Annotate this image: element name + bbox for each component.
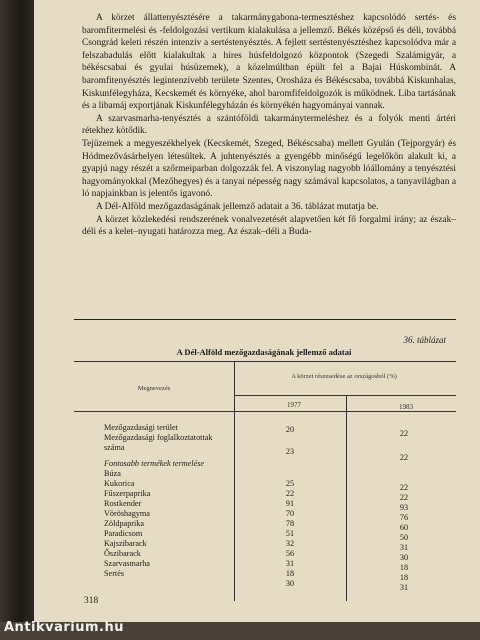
watermark-logo: Antikvarium.hu bbox=[4, 620, 124, 635]
table-top-rule bbox=[74, 319, 456, 320]
table-cell-1977: 20 bbox=[285, 425, 295, 434]
table-cell-1983: 22 bbox=[399, 429, 409, 438]
table-cell-1977: 78 bbox=[285, 519, 295, 528]
table-cell-1977: 30 bbox=[285, 579, 295, 588]
table-cell-1983: 60 bbox=[399, 523, 409, 532]
table-rule bbox=[234, 395, 456, 396]
data-table bbox=[74, 313, 458, 603]
table-cell-1977: 70 bbox=[285, 509, 295, 518]
paragraph: A körzet állattenyésztésére a takarmánygabona-termesztéshez kapcsolódó sertés- és baromfitermelési és -feldolgozási vertikum kialakulása a jellemző. Békés középső és déli, továbbá Csongrád keleti részén intenzív a sertéstenyésztés. A fejlett sertéstenyésztéshez kapcsolódva már a felszabadulás előtt kialakultak a híres húsfeldolgozó központok (Szegedi Szalámigyár, a békéscsabai és gyulai húsüzemek), a közelmúltban épült fel a Bajai Húskombinát. A baromfitenyésztés legintenzívebb területe Szentes, Orosháza és Békéscsaba, továbbá Kiskunhalas, Kiskunfélegyháza, Kecskemét és környéke, ahol baromfifeldolgozók is működnek. Liba tartásának és a libamáj exportjának Kiskunfélegyházán és környékén hagyományai vannak. bbox=[82, 13, 456, 112]
table-cell-1983: 50 bbox=[399, 533, 409, 542]
table-cell-1977: 51 bbox=[285, 529, 295, 538]
table-row-label: Őszibarack bbox=[104, 549, 141, 558]
table-rule bbox=[74, 361, 456, 362]
table-cell-1983: 18 bbox=[399, 563, 409, 572]
table-row-label: Paradicsom bbox=[104, 529, 143, 538]
table-row-label: Rostkender bbox=[104, 499, 142, 508]
table-section-label: Fontosabb termékek termelése bbox=[104, 459, 205, 468]
table-row-label: Fűszerpaprika bbox=[104, 489, 151, 498]
table-row-label: Kajszibarack bbox=[104, 539, 147, 548]
table-cell-1977: 56 bbox=[285, 549, 295, 558]
table-cell-1983: 31 bbox=[399, 583, 409, 592]
table-cell-1977: 23 bbox=[285, 447, 295, 456]
body-text bbox=[82, 12, 456, 239]
table-row-label: Zöldpaprika bbox=[104, 519, 145, 528]
table-cell-1983: 30 bbox=[399, 553, 409, 562]
book-page bbox=[34, 0, 480, 624]
table-row-label: Sertés bbox=[104, 569, 125, 578]
table-cell-1977: 18 bbox=[285, 569, 295, 578]
table-row-label: Mezőgazdasági terület bbox=[104, 423, 178, 432]
table-cell-1977: 91 bbox=[285, 499, 295, 508]
table-cell-1983: 76 bbox=[399, 513, 409, 522]
column-header-group: A körzet részesedése az országosból (%) bbox=[291, 373, 397, 380]
table-cell-1983: 31 bbox=[399, 543, 409, 552]
table-row-label: Vöröshagyma bbox=[104, 509, 150, 518]
table-cell-1977: 22 bbox=[285, 489, 295, 498]
table-row-label: Szarvasmarha bbox=[104, 559, 150, 568]
table-cell-1977: 32 bbox=[285, 539, 295, 548]
page-number: 318 bbox=[84, 596, 99, 606]
table-cell-1983: 22 bbox=[399, 493, 409, 502]
table-number: 36. táblázat bbox=[403, 335, 446, 345]
table-cell-1983: 18 bbox=[399, 573, 409, 582]
table-cell-1977: 31 bbox=[285, 559, 295, 568]
paragraph: A szarvasmarha-tenyésztés a szántóföldi takarmánytermeléshez és a folyók menti ártéri rétekhez kötődik. bbox=[82, 113, 456, 137]
table-title: A Dél-Alföld mezőgazdaságának jellemző adatai bbox=[176, 347, 352, 357]
table-row-label: Kukorica bbox=[104, 479, 135, 488]
table-row-label: Búza bbox=[104, 469, 121, 478]
table-cell-1983: 93 bbox=[399, 503, 409, 512]
paragraph: A körzet közlekedési rendszerének vonalvezetését alapvetően két fő forgalmi irány; az észak–déli és a kelet–nyugati határozza meg. Az észak–déli a Buda- bbox=[82, 214, 456, 238]
paragraph: A Dél-Alföld mezőgazdaságának jellemző adatait a 36. táblázat mutatja be. bbox=[96, 201, 379, 212]
table-cell-1983: 22 bbox=[399, 483, 409, 492]
table-cell-1983: 22 bbox=[399, 453, 409, 462]
year-header-1983: 1983 bbox=[399, 403, 413, 411]
table-cell-1977: 25 bbox=[285, 479, 295, 488]
table-row-label: Mezőgazdasági foglalkoztatottak száma bbox=[104, 433, 213, 452]
paragraph: Tejüzemek a megyeszékhelyek (Kecskemét, Szeged, Békéscsaba) mellett Gyulán (Tejporgyár) és Hódmezővásárhelyen létesültek. A juhtenyésztés a gyengébb minőségű legelőkön alakult ki, a gyapjú nagy részét a szőrmeiparban dolgozzák fel. A viszonylag nagyobb lóállomány a tenyésztési hagyományokkal (Mezőhegyes) és a tanyai népesség nagy számával kapcsolatos, a tanyavilágban a ló napjainkban is jelentős igavonó. bbox=[82, 138, 456, 200]
table-rule bbox=[74, 411, 456, 412]
column-divider bbox=[234, 361, 235, 601]
column-divider bbox=[346, 395, 347, 601]
year-header-1977: 1977 bbox=[287, 401, 301, 409]
book-binding bbox=[0, 0, 34, 640]
column-header-label: Megnevezés bbox=[137, 385, 171, 392]
